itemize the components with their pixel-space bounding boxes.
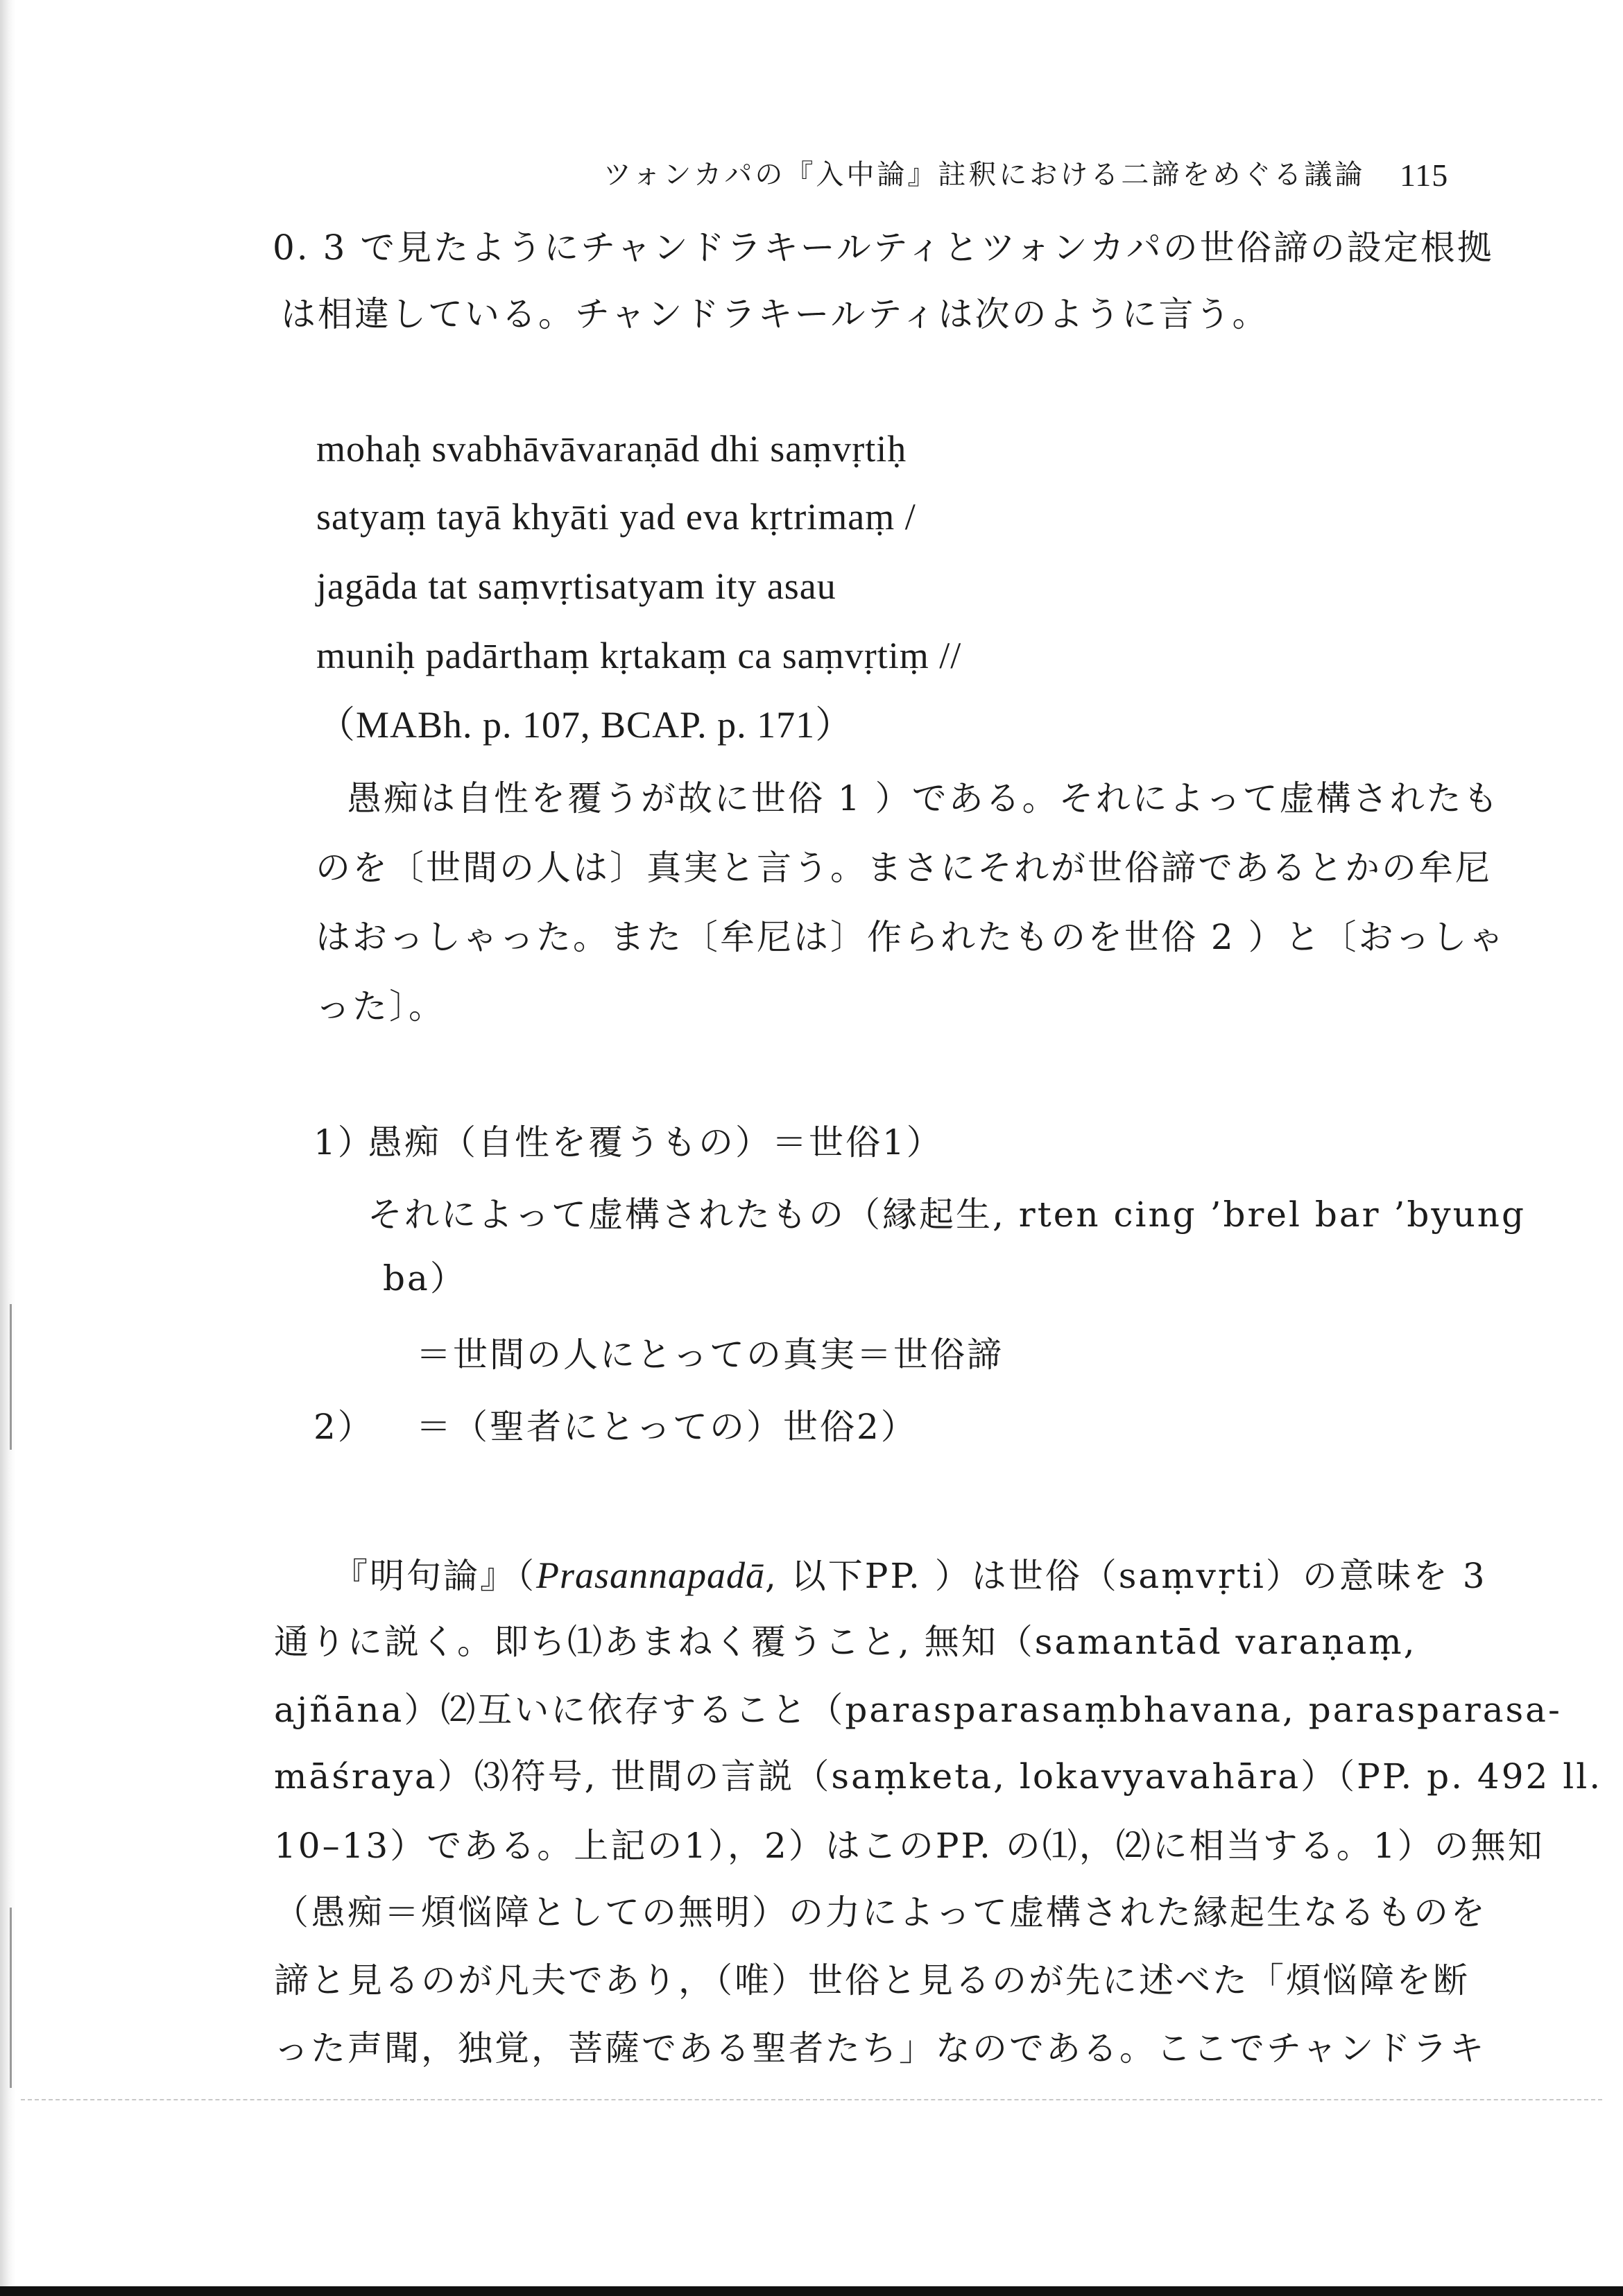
body-line: った声聞，独覚，菩薩である聖者たち」なのである。ここでチャンドラキ <box>274 2028 1486 2068</box>
body-line <box>333 1554 1487 1596</box>
note-text: ＝（聖者にとっての）世俗2） <box>416 1407 918 1447</box>
verse-line: satyaṃ tayā khyāti yad eva kṛtrimaṃ / <box>316 496 916 538</box>
body-line: （愚痴＝煩悩障としての無明）の力によって虚構された縁起生なるものを <box>274 1892 1487 1933</box>
running-header: ツォンカパの『入中論』註釈における二諦をめぐる議論 <box>603 159 1366 191</box>
scan-edge <box>0 0 15 2296</box>
scan-bottom-border <box>0 2286 1623 2296</box>
intro-line: は相違している。チャンドラキールティは次のように言う。 <box>281 294 1269 334</box>
translation-line: 愚痴は自性を覆うが故に世俗 1 ）である。それによって虚構されたも <box>347 778 1500 819</box>
verse-line: muniḥ padārthaṃ kṛtakaṃ ca saṃvṛtiṃ // <box>316 635 962 676</box>
verse-line: mohaḥ svabhāvāvaraṇād dhi saṃvṛtiḥ <box>316 428 907 470</box>
page-number: 115 <box>1400 157 1449 193</box>
scan-edge-mark <box>10 1908 12 2088</box>
note-label: 2） <box>314 1407 375 1447</box>
translation-line: のを〔世間の人は〕真実と言う。まさにそれが世俗諦であるとかの牟尼 <box>316 848 1492 888</box>
intro-line: 0. 3 で見たようにチャンドラキールティとツォンカパの世俗諦の設定根拠 <box>273 228 1494 268</box>
translation-line: はおっしゃった。また〔牟尼は〕作られたものを世俗 2 ）と〔おっしゃ <box>316 917 1506 957</box>
body-line: 諦と見るのが凡夫であり，（唯）世俗と見るのが先に述べた「煩悩障を断 <box>274 1960 1470 2001</box>
body-line: 10–13）である。上記の1），2）はこのPP. の⑴，⑵に相当する。1）の無知 <box>274 1826 1545 1866</box>
body-text: 『明句論』（ <box>333 1556 536 1596</box>
body-line: 通りに説く。即ち⑴あまねく覆うこと, 無知（samantād varaṇaṃ, <box>274 1622 1417 1662</box>
body-text: , 以下PP. ）は世俗（saṃvṛti）の意味を 3 <box>765 1556 1487 1596</box>
work-title: Prasannapadā <box>536 1554 766 1596</box>
verse-citation: （MABh. p. 107, BCAP. p. 171） <box>318 704 854 746</box>
scan-edge-mark <box>10 1304 12 1450</box>
note-label: 1） <box>314 1122 375 1163</box>
note-text: ba） <box>383 1258 467 1299</box>
body-line: ajñāna）⑵互いに依存すること（parasparasaṃbhavana, parasparasa- <box>274 1690 1562 1730</box>
note-text: 愚痴（自性を覆うもの）＝世俗1） <box>368 1122 943 1163</box>
body-line: māśraya）⑶符号, 世間の言説（saṃketa, lokavyavahāra）（PP. p. 492 ll. <box>274 1756 1603 1797</box>
note-text: ＝世間の人にとっての真実＝世俗諦 <box>416 1335 1004 1375</box>
note-text: それによって虚構されたもの（縁起生, rten cing ’brel bar ’byung <box>368 1194 1527 1235</box>
verse-line: jagāda tat saṃvṛtisatyam ity asau <box>316 565 836 607</box>
scan-fold-line <box>21 2099 1602 2100</box>
translation-line: った〕。 <box>316 986 445 1027</box>
